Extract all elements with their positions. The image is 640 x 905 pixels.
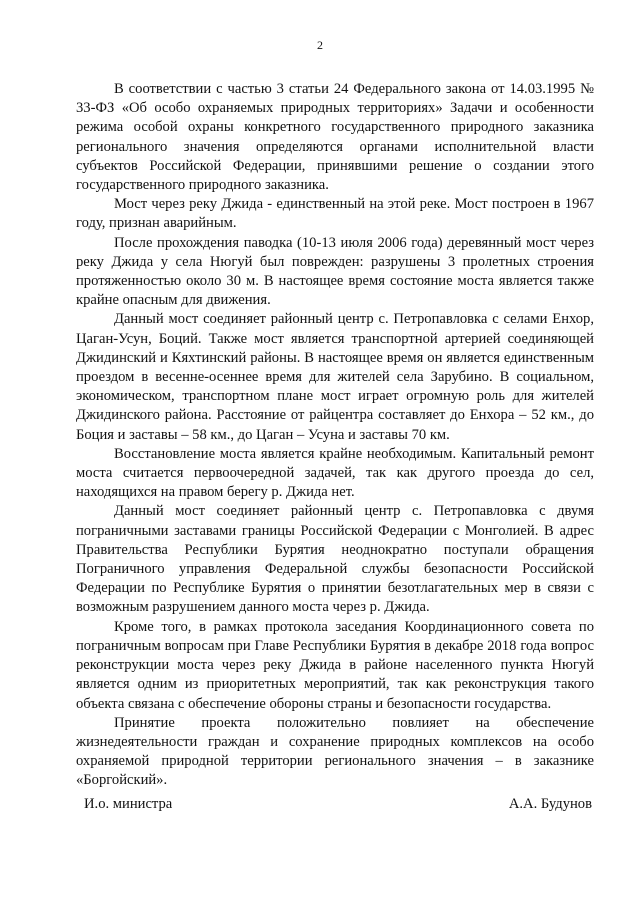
- signature-block: [84, 796, 592, 813]
- paragraph-8: Принятие проекта положительно повлияет на обеспечение жизнедеятельности граждан и сохранение природных комплексов на особо охраняемой природной территории регионального значения – в заказнике «Боргойский».: [76, 714, 594, 789]
- page-number: 2: [317, 38, 323, 52]
- document-body: [76, 80, 594, 791]
- paragraph-1: В соответствии с частью 3 статьи 24 Федерального закона от 14.03.1995 № 33-ФЗ «Об особо охраняемых природных территориях» Задачи и особенности режима особой охраны конкретного государственного природного заказника регионального значения определяются органами исполнительной власти субъектов Российской Федерации, принявшими решение о создании этого государственного природного заказника.: [76, 81, 594, 194]
- paragraph-2: Мост через реку Джида - единственный на этой реке. Мост построен в 1967 году, признан аварийным.: [76, 196, 594, 232]
- paragraph-5: Восстановление моста является крайне необходимым. Капитальный ремонт моста считается первоочередной задачей, так как другого проезда до сел, находящихся на правом берегу р. Джида нет.: [76, 445, 594, 501]
- paragraph-4: Данный мост соединяет районный центр с. Петропавловка с селами Енхор, Цаган-Усун, Боций. Также мост является транспортной артерией соединяющей Джидинский и Кяхтинский районы. В настоящее время он является единственным проездом в весенне-осеннее время для жителей села Зарубино. В социальном, экономическом, транспортном плане мост играет огромную роль для жителей Джидинского района. Расстояние от райцентра составляет до Енхора – 52 км., до Боция и заставы – 58 км., до Цаган – Усуна и заставы 70 км.: [76, 311, 594, 443]
- signatory-name: А.А. Будунов: [508, 796, 592, 812]
- signatory-position: И.о. министра: [84, 796, 173, 812]
- paragraph-6: Данный мост соединяет районный центр с. Петропавловка с двумя пограничными заставами границы Российской Федерации с Монголией. В адрес Правительства Республики Бурятия неоднократно поступали обращения Пограничного управления Федеральной службы безопасности Российской Федерации по Республике Бурятия о принятии безотлагательных мер в связи с возможным разрушением данного моста через р. Джида.: [76, 503, 594, 616]
- paragraph-3: После прохождения паводка (10-13 июля 2006 года) деревянный мост через реку Джида у села Нюгуй был поврежден: разрушены 3 пролетных строения протяженностью около 30 м. В настоящее время состояние моста является также крайне опасным для движения.: [76, 234, 594, 309]
- paragraph-7: Кроме того, в рамках протокола заседания Координационного совета по пограничным вопросам при Главе Республики Бурятия в декабре 2018 года вопрос реконструкции моста через реку Джида в районе населенного пункта Нюгуй является одним из приоритетных мероприятий, так как реконструкция такого объекта связана с обеспечение обороны страны и безопасности государства.: [76, 618, 594, 712]
